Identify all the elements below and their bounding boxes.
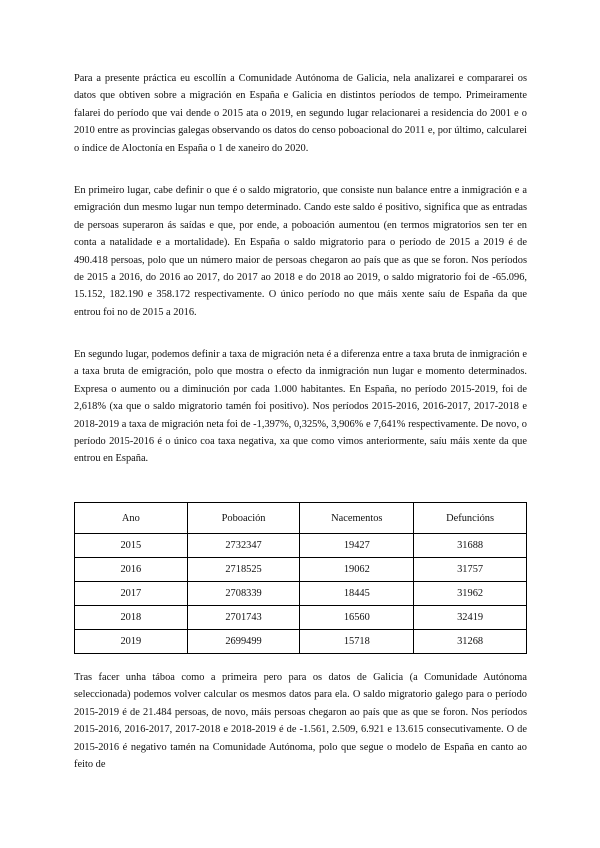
table-row	[75, 558, 527, 582]
cell-poboacion: 2732347	[187, 534, 300, 558]
cell-ano: 2015	[75, 534, 188, 558]
paragraph-galicia: Tras facer unha táboa como a primeira pero para os datos de Galicia (a Comunidade Autónoma seleccionada) podemos volver calcular os mesmos datos para ela. O saldo migratorio galego para o período 2015-2019 é de 21.484 persoas, de novo, máis persoas chegaron ao país que as que se foron. Nos períodos 2015-2016, 2016-2017, 2017-2018 e 2018-2019 é de -1.561, 2.509, 6.921 e 13.615 consecutivamente. O de 2015-2016 é negativo tamén na Comunidade Autónoma, polo que segue o modelo de España en canto ao feito de	[74, 672, 527, 771]
table-row	[75, 630, 527, 654]
header-ano: Ano	[75, 503, 188, 534]
table-header-row	[75, 503, 527, 534]
paragraph-taxa-migracion: En segundo lugar, podemos definir a taxa de migración neta é a diferenza entre a taxa bruta de inmigración e a taxa bruta de emigración, polo que mostra o efecto da inmigración nun lugar e momento determinados. Expresa o aumento ou a diminución por cada 1.000 habitantes. En España, no período 2015-2019, foi de 2,618% (xa que o saldo migratorio tamén foi positivo). Nos períodos 2015-2016, 2016-2017, 2017-2018 e 2018-2019 a taxa de migración neta foi de -1,397%, 0,325%, 3,906% e 7,641% respectivamente. De novo, o período 2015-2016 é o único coa taxa negativa, xa que como vimos anteriormente, saíu máis xente da que entrou en España.	[74, 349, 527, 465]
cell-poboacion: 2701743	[187, 606, 300, 630]
table-row	[75, 534, 527, 558]
cell-poboacion: 2718525	[187, 558, 300, 582]
cell-ano: 2019	[75, 630, 188, 654]
table-row	[75, 606, 527, 630]
cell-nacementos: 18445	[300, 582, 414, 606]
cell-poboacion: 2708339	[187, 582, 300, 606]
header-defuncions: Defuncións	[414, 503, 527, 534]
cell-poboacion: 2699499	[187, 630, 300, 654]
header-nacementos: Nacementos	[300, 503, 414, 534]
cell-ano: 2016	[75, 558, 188, 582]
cell-defuncions: 31962	[414, 582, 527, 606]
cell-nacementos: 15718	[300, 630, 414, 654]
cell-nacementos: 19427	[300, 534, 414, 558]
cell-defuncions: 32419	[414, 606, 527, 630]
paragraph-saldo-migratorio: En primeiro lugar, cabe definir o que é o saldo migratorio, que consiste nun balance entre a inmigración e a emigración dun mesmo lugar nun tempo determinado. Cando este saldo é positivo, significa que as entradas de persoas superaron ás saídas e que, por ende, a poboación aumentou (en termos migratorios sen ter en conta a natalidade e a mortalidade). En España o saldo migratorio para o período de 2015 a 2019 é de 490.418 persoas, polo que un número maior de persoas chegaron ao país que as que se foron. Nos períodos de 2015 a 2016, do 2016 ao 2017, do 2017 ao 2018 e do 2018 ao 2019, o saldo migratorio foi de -65.096, 15.152, 182.190 e 358.172 respectivamente. O único período no que máis xente saíu de España da que entrou foi no de 2015 a 2016.	[74, 185, 527, 318]
cell-ano: 2018	[75, 606, 188, 630]
table-row	[75, 582, 527, 606]
paragraph-intro: Para a presente práctica eu escollín a Comunidade Autónoma de Galicia, nela analizarei e compararei os datos que obtiven sobre a migración en España e Galicia en distintos períodos de tempo. Primeiramente falarei do período que vai dende o 2015 ata o 2019, en segundo lugar relacionarei a residencia do 2001 e o 2010 entre as provincias galegas observando os datos do censo poboacional do 2011 e, por último, calcularei o índice de Aloctonía en España o 1 de xaneiro do 2020.	[74, 73, 527, 154]
cell-defuncions: 31757	[414, 558, 527, 582]
cell-nacementos: 16560	[300, 606, 414, 630]
header-poboacion: Poboación	[187, 503, 300, 534]
cell-defuncions: 31268	[414, 630, 527, 654]
population-table	[74, 502, 527, 654]
cell-ano: 2017	[75, 582, 188, 606]
cell-nacementos: 19062	[300, 558, 414, 582]
cell-defuncions: 31688	[414, 534, 527, 558]
